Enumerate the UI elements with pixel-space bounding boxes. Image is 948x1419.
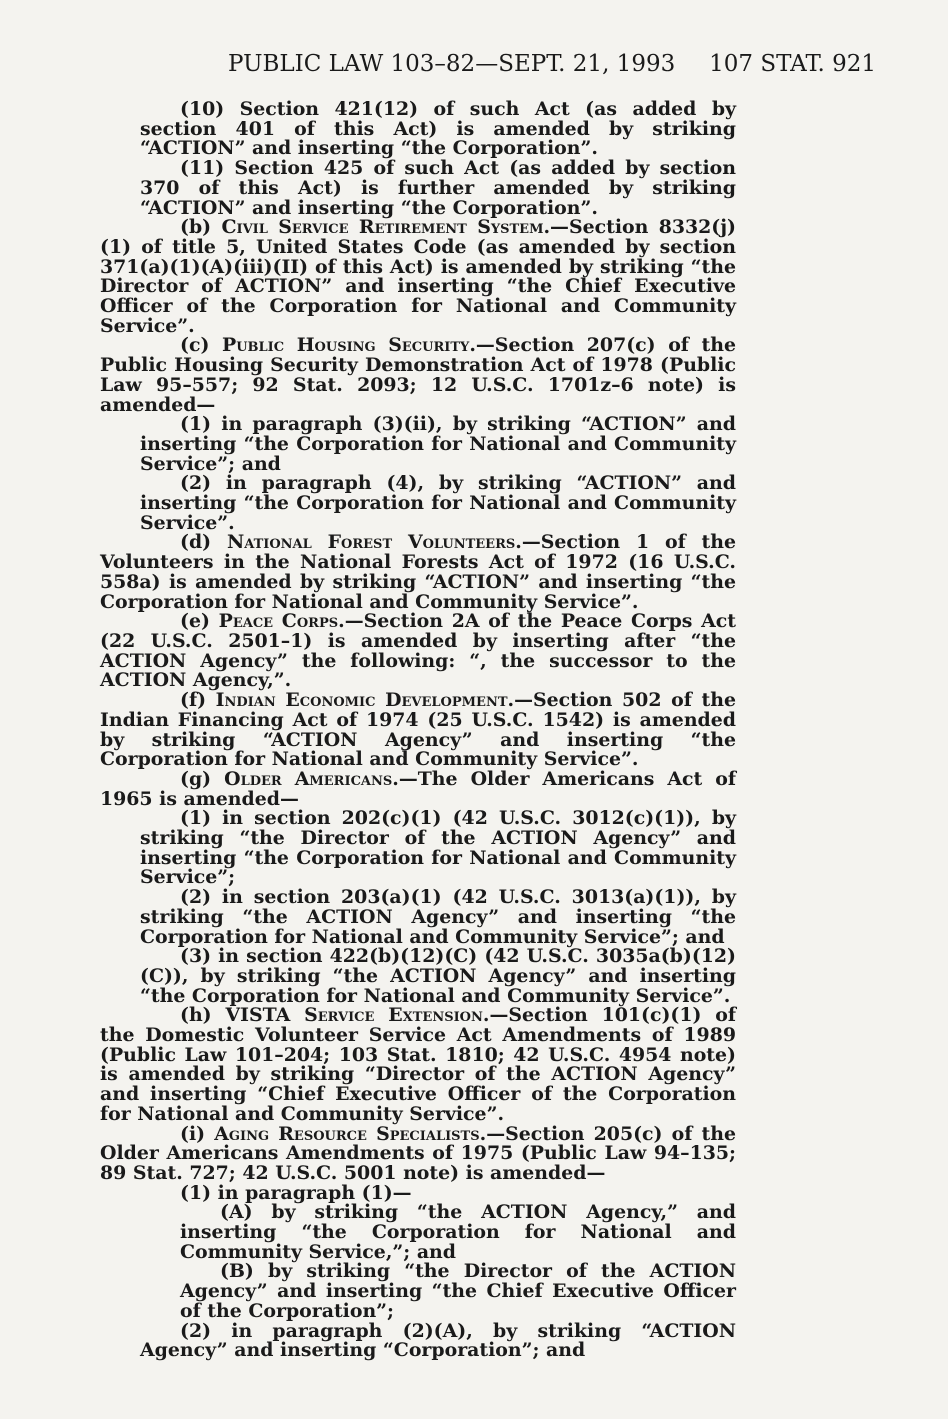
paragraph-pf: (f) Indian Economic Development.—Section 502 of the Indian Financing Act of 1974 (25 U.S.C. 1542) is amended by striking “ACTION Agency” and inserting “the Corporation for National and Community Service”. bbox=[100, 689, 736, 771]
paragraph-p10 bbox=[100, 100, 736, 159]
subsection-heading: Aging Resource Specialists bbox=[214, 1122, 480, 1145]
paragraph-text: (2) in paragraph (4), by striking “ACTION” and inserting “the Corporation for National and Community Service”. bbox=[140, 472, 736, 534]
paragraph-text: Section 8332(j)(1) of title 5, United States Code (as amended by section 371(a)(1)(A)(iii)(II) of this Act) is amended by striking “the Director of ACTION” and inserting “the Chief Executive Officer of the Corporation for National and Community Service”. bbox=[100, 216, 736, 337]
subsection-label: (c) bbox=[180, 334, 210, 357]
paragraph-pg3 bbox=[100, 947, 736, 1006]
paragraph-text: Section 207(c) of the Public Housing Security Demonstration Act of 1978 (Public Law 95–557; 92 Stat. 2093; 12 U.S.C. 1701z–6 note) is amended— bbox=[100, 334, 736, 416]
paragraph-text: Section 101(c)(1) of the Domestic Volunteer Service Act Amendments of 1989 (Public Law 101–204; 103 Stat. 1810; 42 U.S.C. 4954 note) is amended by striking “Director of the ACTION Agency” and inserting “Chief Executive Officer of the Corporation for National and Community Service”. bbox=[100, 1004, 736, 1125]
paragraph-text: (1) in paragraph (1)— bbox=[180, 1181, 412, 1204]
document-body bbox=[100, 100, 736, 1361]
running-head-title: PUBLIC LAW 103–82—SEPT. 21, 1993 bbox=[228, 51, 676, 77]
statute-page-number: 107 STAT. 921 bbox=[709, 51, 876, 77]
paragraph-text: Section 2A of the Peace Corps Act (22 U.S.C. 2501–1) is amended by inserting after “the ACTION Agency” the following: “, the successor to the ACTION Agency,”. bbox=[100, 610, 737, 692]
subsection-label: (g) bbox=[180, 767, 212, 790]
paragraph-pg: (g) Older Americans.—The Older Americans Act of 1965 is amended— bbox=[100, 767, 736, 810]
paragraph-pc2 bbox=[100, 474, 736, 533]
subsection-heading: Peace Corps bbox=[218, 610, 339, 633]
subsection-heading: Indian Economic Development bbox=[215, 689, 508, 712]
subsection-heading: Civil Service Retirement System bbox=[221, 216, 544, 239]
paragraph-pi2 bbox=[100, 1319, 736, 1362]
subsection-label: (i) bbox=[180, 1122, 206, 1145]
page-header bbox=[0, 44, 948, 84]
paragraph-text: The Older Americans Act of 1965 is amended— bbox=[100, 767, 736, 810]
paragraph-text: Section 1 of the Volunteers in the National Forests Act of 1972 (16 U.S.C. 558a) is amended by striking “ACTION” and inserting “the Corporation for National and Community Service”. bbox=[100, 531, 737, 613]
paragraph-text: (2) in section 203(a)(1) (42 U.S.C. 3013(a)(1)), by striking “the ACTION Agency” and inserting “the Corporation for National and Community Service”; and bbox=[140, 886, 736, 948]
paragraph-text: Section 205(c) of the Older Americans Amendments of 1975 (Public Law 94–135; 89 Stat. 727; 42 U.S.C. 5001 note) is amended— bbox=[100, 1122, 736, 1184]
subsection-label: (f) bbox=[180, 689, 207, 712]
subsection-heading: VISTA Service Extension bbox=[225, 1004, 483, 1027]
paragraph-pd: (d) National Forest Volunteers.—Section 1 of the Volunteers in the National Forests Act of 1972 (16 U.S.C. 558a) is amended by striking “ACTION” and inserting “the Corporation for National and Community Service”. bbox=[100, 531, 737, 613]
paragraph-pc1 bbox=[100, 415, 736, 474]
paragraph-text: (11) Section 425 of such Act (as added by section 370 of this Act) is further amended by striking “ACTION” and inserting “the Corporation”. bbox=[140, 157, 736, 219]
paragraph-text: (1) in paragraph (3)(ii), by striking “ACTION” and inserting “the Corporation for National and Community Service”; and bbox=[140, 413, 736, 475]
subsection-label: (d) bbox=[180, 531, 212, 554]
subsection-heading: National Forest Volunteers bbox=[226, 531, 516, 554]
paragraph-pc: (c) Public Housing Security.—Section 207(c) of the Public Housing Security Demonstration Act of 1978 (Public Law 95–557; 92 Stat. 2093; 12 U.S.C. 1701z–6 note) is amended— bbox=[100, 334, 736, 416]
paragraph-text: (A) by striking “the ACTION Agency,” and inserting “the Corporation for National and Community Service,”; and bbox=[180, 1201, 736, 1263]
paragraph-pg2 bbox=[100, 888, 736, 947]
paragraph-pi: (i) Aging Resource Specialists.—Section 205(c) of the Older Americans Amendments of 1975 (Public Law 94–135; 89 Stat. 727; 42 U.S.C. 5001 note) is amended— bbox=[100, 1122, 736, 1184]
paragraph-text: (2) in paragraph (2)(A), by striking “ACTION Agency” and inserting “Corporation”; and bbox=[140, 1319, 736, 1362]
paragraph-pb: (b) Civil Service Retirement System.—Section 8332(j)(1) of title 5, United States Code (as amended by section 371(a)(1)(A)(iii)(II) of this Act) is amended by striking “the Director of ACTION” and inserting “the Chief Executive Officer of the Corporation for National and Community Service”. bbox=[100, 216, 736, 337]
subsection-label: (e) bbox=[180, 610, 210, 633]
paragraph-text: (B) by striking “the Director of the ACTION Agency” and inserting “the Chief Executive Officer of the Corporation”; bbox=[180, 1260, 736, 1322]
paragraph-pi1b bbox=[100, 1262, 736, 1321]
paragraph-text: (1) in section 202(c)(1) (42 U.S.C. 3012(c)(1)), by striking “the Director of the ACTION Agency” and inserting “the Corporation for National and Community Service”; bbox=[140, 807, 736, 889]
paragraph-pg1 bbox=[100, 809, 736, 888]
subsection-label: (h) bbox=[180, 1004, 212, 1027]
paragraph-p11 bbox=[100, 159, 736, 218]
paragraph-pi1a bbox=[100, 1203, 736, 1262]
subsection-heading: Older Americans bbox=[224, 767, 393, 790]
paragraph-text: (10) Section 421(12) of such Act (as added by section 401 of this Act) is amended by striking “ACTION” and inserting “the Corporation”. bbox=[140, 98, 736, 160]
paragraph-ph: (h) VISTA Service Extension.—Section 101(c)(1) of the Domestic Volunteer Service Act Amendments of 1989 (Public Law 101–204; 103 Stat. 1810; 42 U.S.C. 4954 note) is amended by striking “Director of the ACTION Agency” and inserting “Chief Executive Officer of the Corporation for National and Community Service”. bbox=[100, 1004, 736, 1125]
paragraph-text: Section 502 of the Indian Financing Act of 1974 (25 U.S.C. 1542) is amended by striking “ACTION Agency” and inserting “the Corporation for National and Community Service”. bbox=[100, 689, 736, 771]
subsection-heading: Public Housing Security bbox=[222, 334, 470, 357]
paragraph-pe: (e) Peace Corps.—Section 2A of the Peace Corps Act (22 U.S.C. 2501–1) is amended by inserting after “the ACTION Agency” the following: “, the successor to the ACTION Agency,”. bbox=[100, 610, 737, 692]
paragraph-text: (3) in section 422(b)(12)(C) (42 U.S.C. 3035a(b)(12)(C)), by striking “the ACTION Agency” and inserting “the Corporation for National and Community Service”. bbox=[140, 945, 736, 1007]
subsection-label: (b) bbox=[180, 216, 212, 239]
